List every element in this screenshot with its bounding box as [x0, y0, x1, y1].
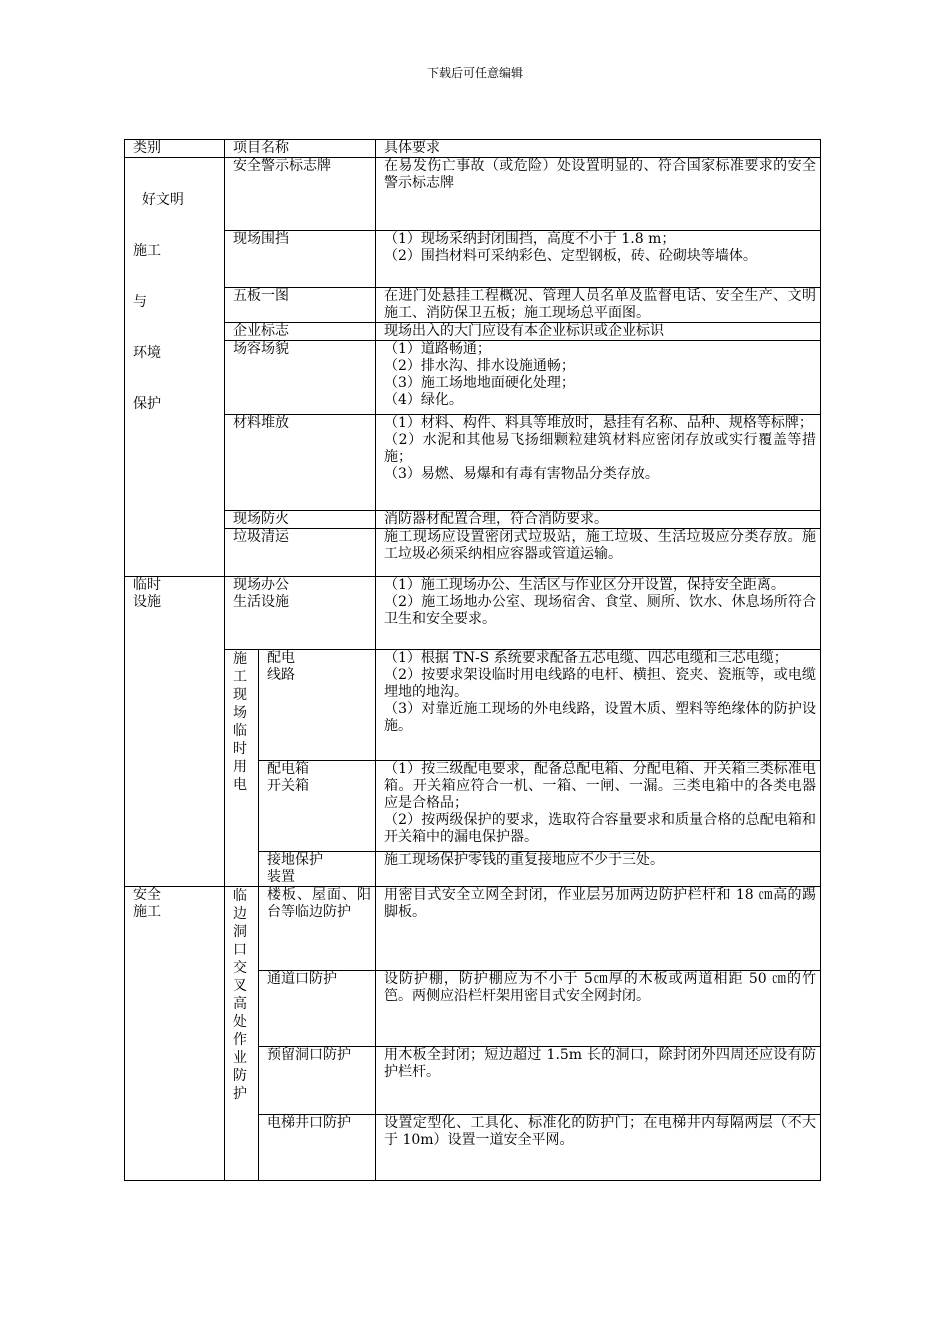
- table-row: [125, 529, 821, 577]
- table-row: [125, 231, 821, 288]
- item-requirement: 施工现场应设置密闭式垃圾站，施工垃圾、生活垃圾应分类存放。施工垃圾必须采纳相应容器或管道运输。: [376, 529, 821, 577]
- item-name: 配电箱 开关箱: [259, 761, 376, 852]
- item-name: 垃圾清运: [225, 529, 376, 577]
- column-header-requirement: 具体要求: [376, 140, 821, 158]
- item-name: 楼板、屋面、阳台等临边防护: [259, 887, 376, 971]
- table-row: [125, 511, 821, 529]
- item-requirement: （1）道路畅通； （2）排水沟、排水设施通畅； （3）施工场地地面硬化处理； （4）绿化。: [376, 341, 821, 415]
- column-header-category: 类别: [125, 140, 225, 158]
- item-requirement: （1）材料、构件、料具等堆放时，悬挂有名称、品种、规格等标牌； （2）水泥和其他易飞扬细颗粒建筑材料应密闭存放或实行覆盖等措施； （3）易燃、易爆和有毒有害物品分类存放。: [376, 415, 821, 511]
- item-requirement: 现场出入的大门应设有本企业标识或企业标识: [376, 323, 821, 341]
- table-row: [125, 415, 821, 511]
- item-requirement: 用密目式安全立网全封闭，作业层另加两边防护栏杆和 18 ㎝高的踢脚板。: [376, 887, 821, 971]
- item-requirement: 设防护棚，防护棚应为不小于 5㎝厚的木板或两道相距 50 ㎝的竹笆。两侧应沿栏杆架用密目式安全网封闭。: [376, 971, 821, 1047]
- item-name: 通道口防护: [259, 971, 376, 1047]
- item-requirement: 在进门处悬挂工程概况、管理人员名单及监督电话、安全生产、文明施工、消防保卫五板；施工现场总平面图。: [376, 288, 821, 323]
- category-cell: 好文明 施工 与 环境 保护: [125, 158, 225, 577]
- item-name: 现场办公 生活设施: [225, 577, 376, 650]
- table-row: [125, 577, 821, 650]
- item-name: 安全警示标志牌: [225, 158, 376, 231]
- item-requirement: 消防器材配置合理，符合消防要求。: [376, 511, 821, 529]
- item-name: 预留洞口防护: [259, 1047, 376, 1115]
- item-name: 场容场貌: [225, 341, 376, 415]
- table-row: [125, 341, 821, 415]
- item-name: 五板一图: [225, 288, 376, 323]
- column-header-item: 项目名称: [225, 140, 376, 158]
- item-requirement: （1）根据 TN-S 系统要求配备五芯电缆、四芯电缆和三芯电缆； （2）按要求架设临时用电线路的电杆、横担、瓷夹、瓷瓶等，或电缆埋地的地沟。 （3）对靠近施工现场的外电线路，设置木质、塑料等绝缘体的防护设施。: [376, 650, 821, 761]
- table-row: [125, 158, 821, 231]
- item-name: 配电 线路: [259, 650, 376, 761]
- item-requirement: 在易发伤亡事故（或危险）处设置明显的、符合国家标准要求的安全警示标志牌: [376, 158, 821, 231]
- item-name: 现场防火: [225, 511, 376, 529]
- item-name: 材料堆放: [225, 415, 376, 511]
- item-requirement: （1）按三级配电要求，配备总配电箱、分配电箱、开关箱三类标准电箱。开关箱应符合一机、一箱、一闸、一漏。三类电箱中的各类电器应是合格品； （2）按两级保护的要求，选取符合容量要求和质量合格的总配电箱和开关箱中的漏电保护器。: [376, 761, 821, 852]
- table-row: [125, 288, 821, 323]
- item-requirement: （1）施工现场办公、生活区与作业区分开设置，保持安全距离。 （2）施工场地办公室、现场宿舍、食堂、厕所、饮水、休息场所符合卫生和安全要求。: [376, 577, 821, 650]
- table-row: [125, 887, 821, 971]
- table-row: [125, 650, 821, 761]
- item-requirement: 施工现场保护零钱的重复接地应不少于三处。: [376, 852, 821, 887]
- item-name: 接地保护 装置: [259, 852, 376, 887]
- category-cell: 临时 设施: [125, 577, 225, 887]
- item-requirement: 设置定型化、工具化、标准化的防护门；在电梯井内每隔两层（不大于 10m）设置一道安全平网。: [376, 1115, 821, 1181]
- page-header: 下载后可任意编辑: [426, 66, 523, 80]
- item-requirement: （1）现场采纳封闭围挡，高度不小于 1.8 m； （2）围挡材料可采纳彩色、定型钢板，砖、砼砌块等墙体。: [376, 231, 821, 288]
- group-cell: 临边洞口交叉高处作业防护: [225, 887, 259, 1181]
- item-name: 电梯井口防护: [259, 1115, 376, 1181]
- header-row: [125, 140, 821, 158]
- category-cell: 安全 施工: [125, 887, 225, 1181]
- group-cell: 施工现场临时用电: [225, 650, 259, 887]
- item-name: 企业标志: [225, 323, 376, 341]
- item-name: 现场围挡: [225, 231, 376, 288]
- requirements-table: [124, 139, 821, 1181]
- item-requirement: 用木板全封闭；短边超过 1.5m 长的洞口，除封闭外四周还应设有防护栏杆。: [376, 1047, 821, 1115]
- table-row: [125, 323, 821, 341]
